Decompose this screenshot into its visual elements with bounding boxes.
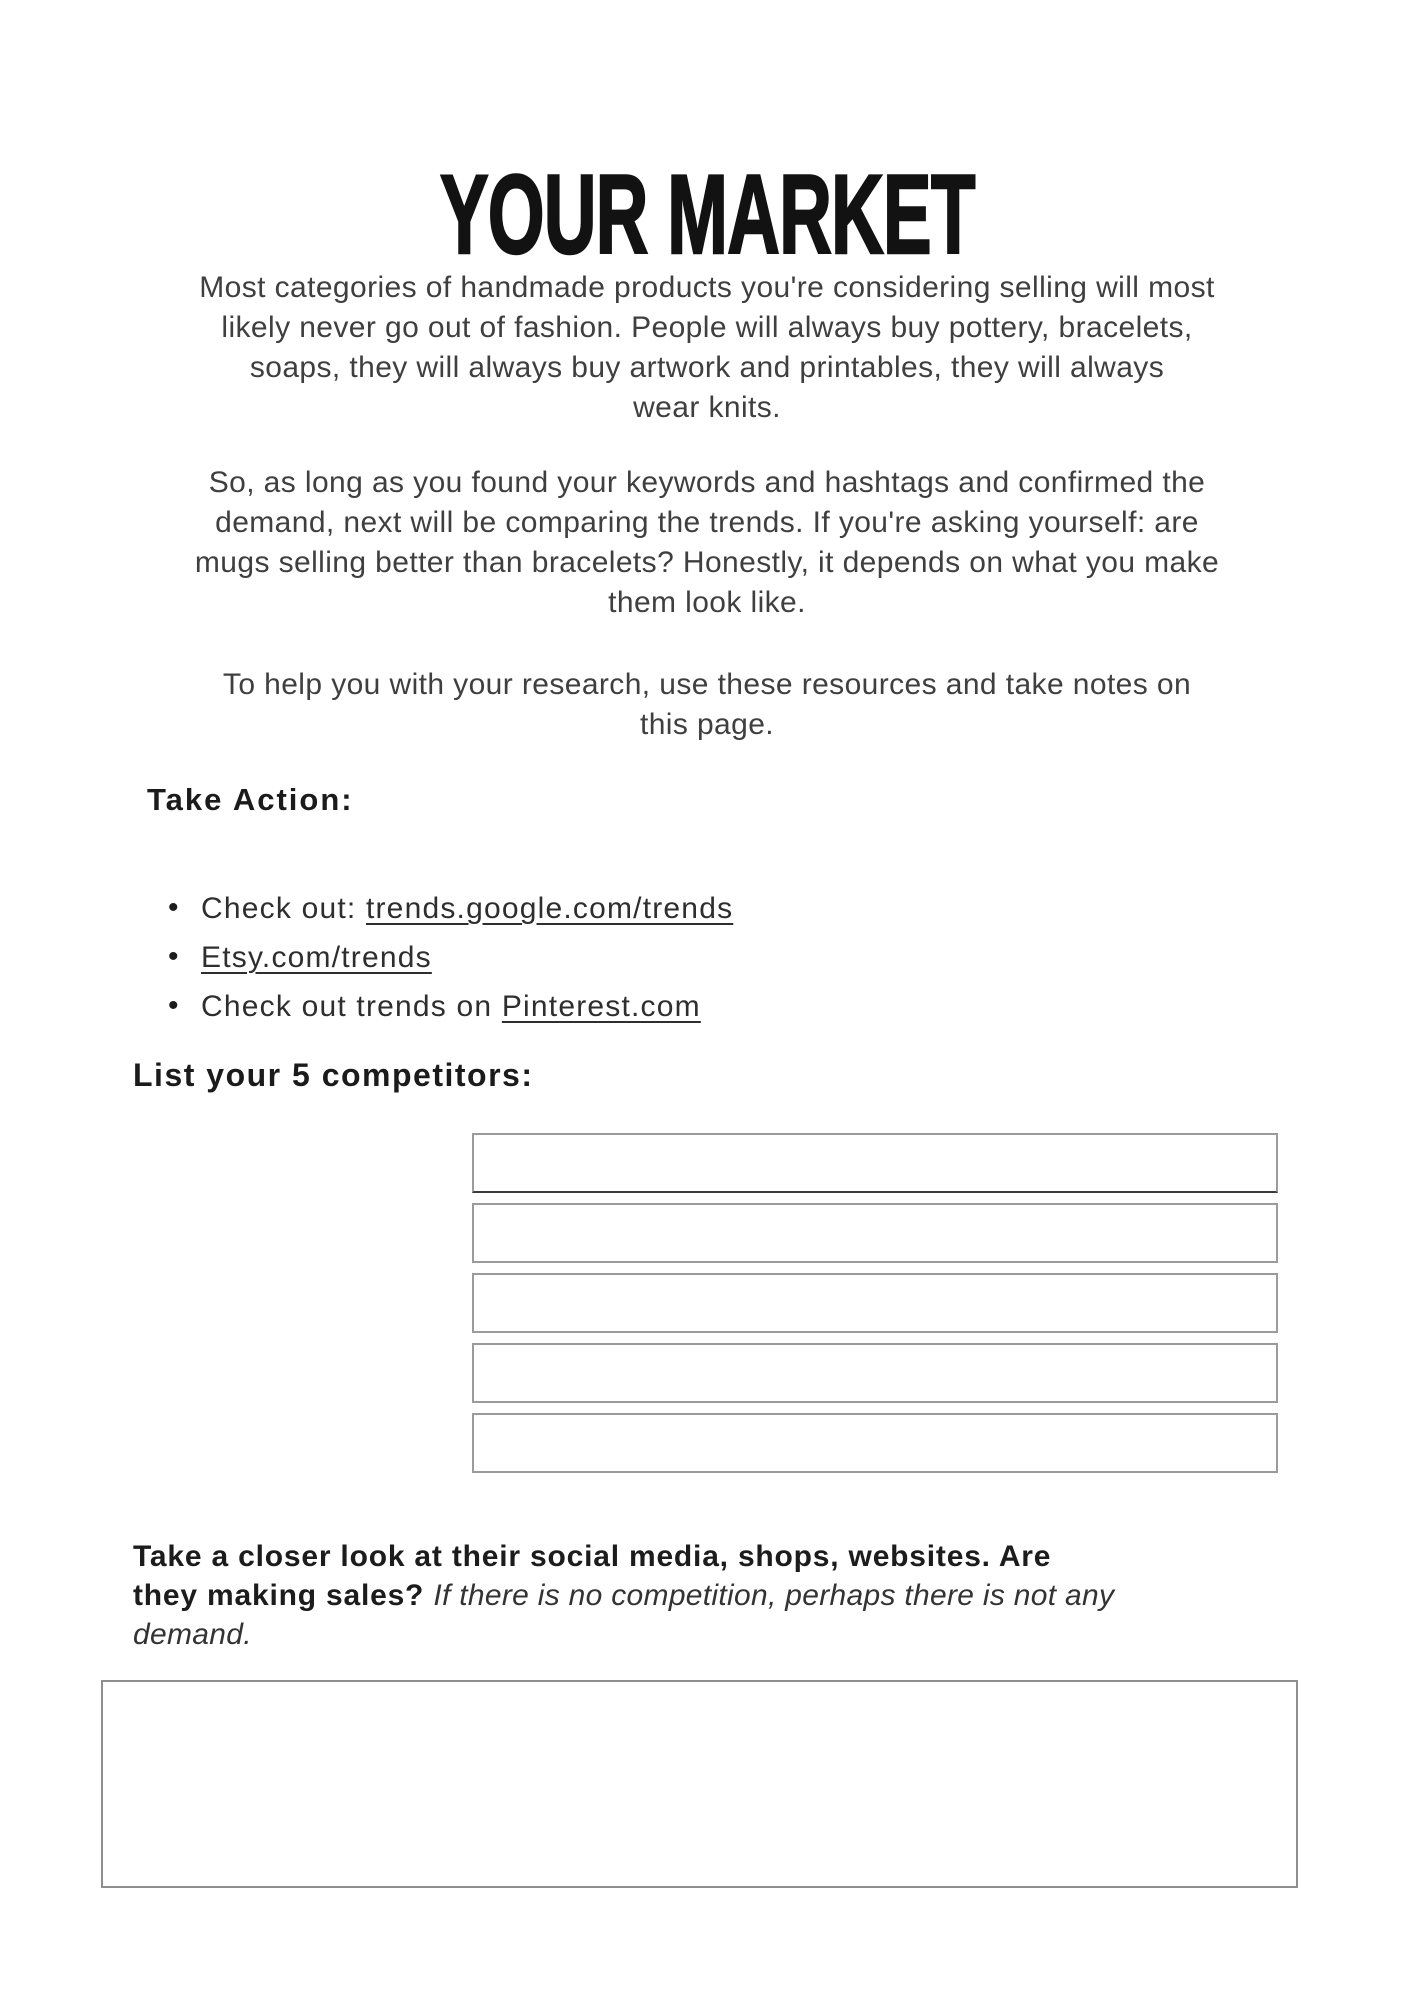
intro-line: soaps, they will always buy artwork and printables, they will always — [249, 351, 1165, 384]
competitors-heading: List your 5 competitors: — [133, 1057, 534, 1093]
intro-line: Most categories of handmade products you're considering selling will most — [199, 271, 1215, 304]
closer-look-line-2 — [133, 1576, 1273, 1615]
competitor-input-5[interactable] — [472, 1413, 1278, 1473]
intro-line: mugs selling better than bracelets? Honestly, it depends on what you make — [194, 546, 1220, 579]
page-title — [0, 152, 1414, 278]
trends-google-link[interactable]: trends.google.com/trends — [365, 892, 734, 925]
intro-line: demand, next will be comparing the trends. If you're asking yourself: are — [215, 506, 1199, 539]
intro-line: wear knits. — [633, 391, 781, 424]
closer-look-line-3 — [133, 1615, 1273, 1654]
etsy-trends-link[interactable]: Etsy.com/trends — [201, 941, 432, 974]
competitor-fields — [472, 1133, 1278, 1483]
intro-line: them look like. — [608, 586, 806, 619]
closer-look-note — [133, 1537, 1273, 1654]
take-action-heading: Take Action: — [147, 782, 354, 817]
competitor-input-1[interactable] — [472, 1133, 1278, 1193]
intro-paragraph-3 — [140, 665, 1274, 745]
list-item — [168, 982, 733, 1031]
intro-paragraph-2 — [140, 463, 1274, 623]
list-item — [168, 884, 733, 933]
intro-line: likely never go out of fashion. People will always buy pottery, bracelets, — [221, 311, 1193, 344]
competitor-input-2[interactable] — [472, 1203, 1278, 1263]
closer-look-italic: If there is no competition, perhaps there is not any — [433, 1579, 1115, 1612]
closer-look-italic: demand. — [133, 1618, 252, 1651]
pinterest-link[interactable]: Pinterest.com — [501, 990, 701, 1023]
bullet-text: Check out trends on — [201, 990, 502, 1023]
intro-paragraph-1 — [140, 268, 1274, 428]
intro-line: So, as long as you found your keywords and hashtags and confirmed the — [208, 466, 1206, 499]
closer-look-line-1 — [133, 1537, 1273, 1576]
bullet-text: Check out: — [201, 892, 366, 925]
take-action-list — [168, 884, 733, 1031]
competitor-input-4[interactable] — [472, 1343, 1278, 1403]
competitor-input-3[interactable] — [472, 1273, 1278, 1333]
closer-look-bold: Take a closer look at their social media, shops, websites. Are — [133, 1540, 1052, 1573]
closer-look-bold: they making sales? — [133, 1579, 434, 1612]
notes-input[interactable] — [101, 1680, 1298, 1888]
page-title-text: YOUR MARKET — [439, 152, 975, 278]
intro-line: To help you with your research, use these resources and take notes on — [222, 668, 1192, 701]
list-item — [168, 933, 733, 982]
intro-line: this page. — [639, 708, 775, 741]
